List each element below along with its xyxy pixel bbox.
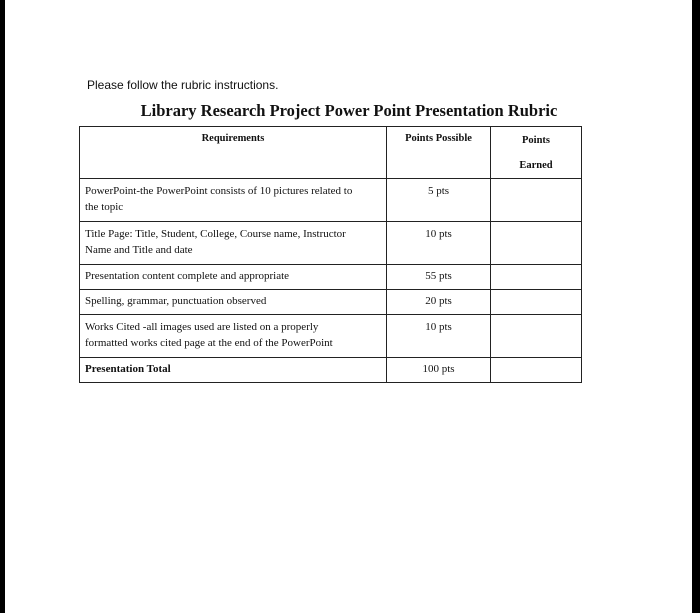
header-requirements: Requirements (80, 127, 387, 179)
points-earned-cell (491, 290, 582, 315)
requirement-cell (80, 179, 387, 222)
points-earned-cell (491, 315, 582, 358)
requirement-line: formatted works cited page at the end of the PowerPoint (85, 337, 333, 349)
total-row (80, 358, 582, 383)
header-points-earned-line1: Points (521, 135, 550, 146)
requirement-cell: Spelling, grammar, punctuation observed (80, 290, 387, 315)
points-possible-cell: 55 pts (387, 265, 491, 290)
table-row (80, 290, 582, 315)
header-points-possible: Points Possible (387, 127, 491, 179)
requirement-cell (80, 222, 387, 265)
instruction-text: Please follow the rubric instructions. (87, 78, 279, 92)
table-row (80, 179, 582, 222)
document-page (5, 0, 692, 613)
requirement-cell (80, 315, 387, 358)
points-possible-cell: 20 pts (387, 290, 491, 315)
requirement-line: Name and Title and date (85, 244, 193, 256)
requirement-line: Works Cited -all images used are listed on a properly (85, 321, 319, 333)
table-row (80, 265, 582, 290)
requirement-line: PowerPoint-the PowerPoint consists of 10 pictures related to (85, 185, 353, 197)
points-earned-cell (491, 179, 582, 222)
points-earned-cell (491, 265, 582, 290)
rubric-table (79, 126, 582, 383)
table-row (80, 315, 582, 358)
table-row (80, 222, 582, 265)
total-label-cell: Presentation Total (80, 358, 387, 383)
total-points-possible-cell: 100 pts (387, 358, 491, 383)
points-possible-cell: 10 pts (387, 315, 491, 358)
header-points-earned-line2: Earned (519, 160, 553, 171)
points-possible-cell: 10 pts (387, 222, 491, 265)
requirement-cell: Presentation content complete and appropriate (80, 265, 387, 290)
rubric-title: Library Research Project Power Point Presentation Rubric (140, 101, 558, 120)
points-earned-cell (491, 222, 582, 265)
total-points-earned-cell (491, 358, 582, 383)
requirement-line: the topic (85, 201, 124, 213)
requirement-line: Title Page: Title, Student, College, Course name, Instructor (85, 228, 346, 240)
header-points-earned (491, 127, 582, 179)
table-header-row (80, 127, 582, 179)
points-possible-cell: 5 pts (387, 179, 491, 222)
